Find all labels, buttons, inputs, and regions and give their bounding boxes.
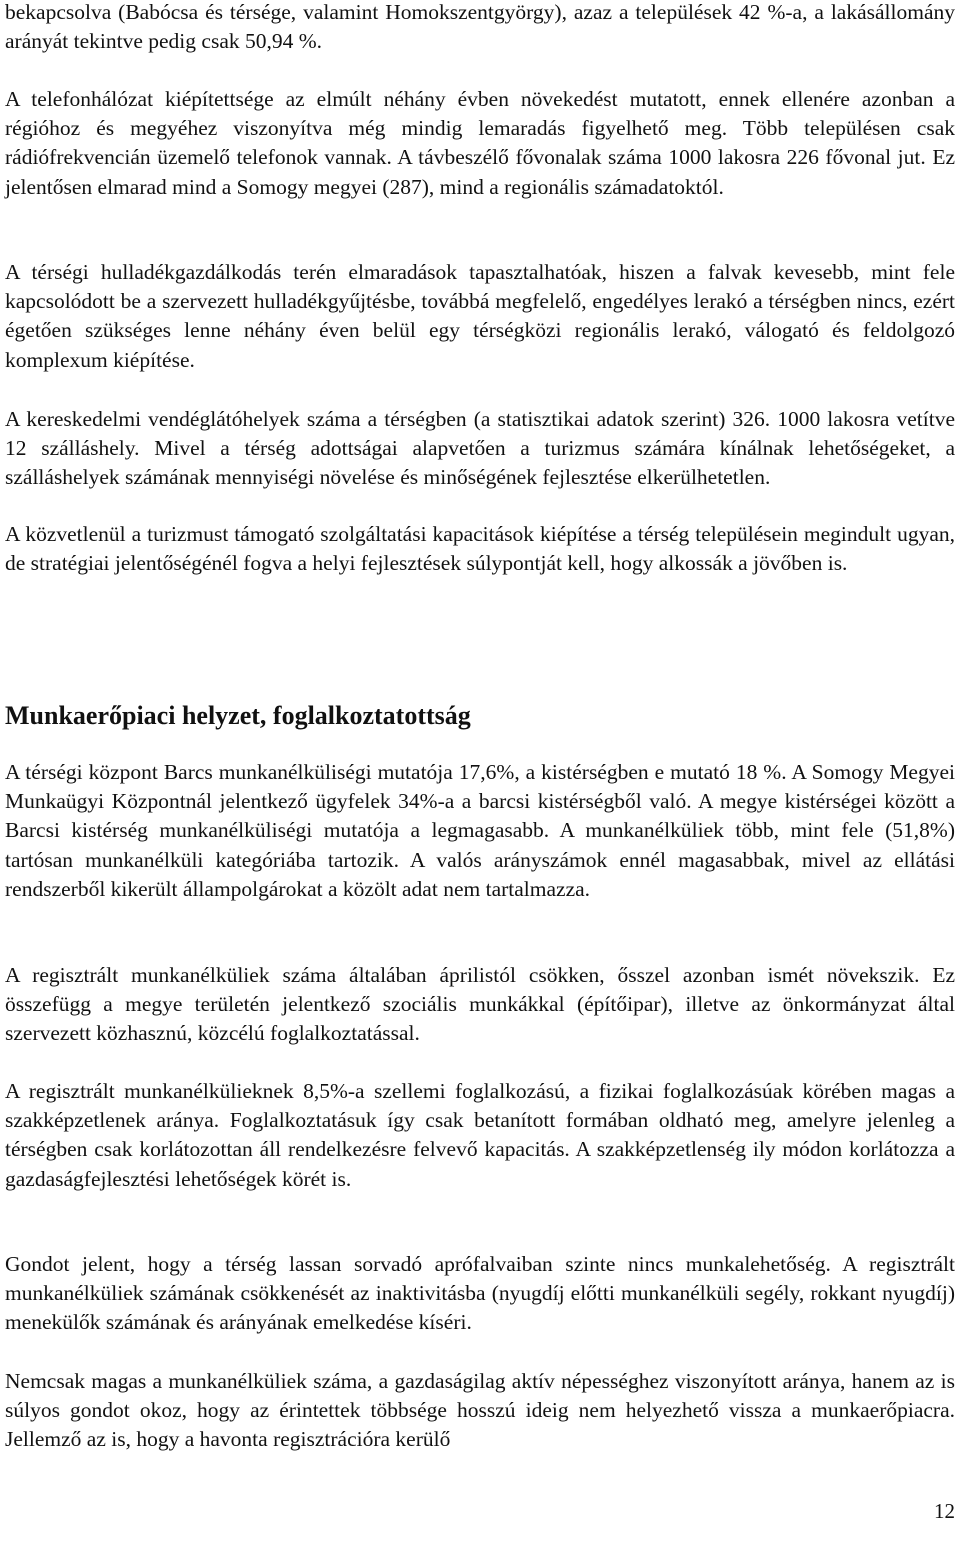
paragraph-unemployment-rate: A térségi központ Barcs munkanélküliségi mutatója 17,6%, a kistérségben e mutató 18 %. A Somogy Megyei Munkaügyi Központnál jelentkező ügyfelek 34%-a a barcsi kistérségből való. A megye kistérségei között a Barcsi kistérség munkanélküliségi mutatója a legmagasabb. A munkanélküliek több, mint fele (51,8%) tartósan munkanélküli kategóriába tartozik. A valós arányszámok ennél magasabbak, mivel az ellátási rendszerből kikerült állampolgárokat a közölt adat nem tartalmazza. xyxy=(5,760,955,901)
paragraph-telephone: A telefonhálózat kiépítettsége az elmúlt néhány évben növekedést mutatott, ennek ellenére azonban a régióhoz és megyéhez viszonyítva még mindig lemaradás figyelhető meg. Több településen csak rádiófrekvencián üzemelő telefonok vannak. A távbeszélő fővonalak száma 1000 lakosra 226 fővonal jut. Ez jelentősen elmarad mind a Somogy megyei (287), mind a regionális számadatoktól. xyxy=(5,87,955,199)
paragraph-tourism: A közvetlenül a turizmust támogató szolgáltatási kapacitások kiépítése a térség településein megindult ugyan, de stratégiai jelentőségénél fogva a helyi fejlesztések súlypontját kell, hogy alkossák a jövőben is. xyxy=(5,522,955,576)
paragraph-small-villages: Gondot jelent, hogy a térség lassan sorvadó aprófalvaiban szinte nincs munkalehetőség. A regisztrált munkanélküliek számának csökkenését az inaktivitásba (nyugdíj előtti munkanélküli segély, rokkant nyugdíj) menekülők számának és arányának emelkedése kíséri. xyxy=(5,1252,955,1335)
paragraph-qualification: A regisztrált munkanélkülieknek 8,5%-a szellemi foglalkozású, a fizikai foglalkozásúak körében magas a szakképzetlenek aránya. Foglalkoztatásuk így csak betanított formában oldható meg, amelyre jelenleg a térségben csak korlátozottan áll rendelkezésre felvevő kapacitás. A szakképzetlenség ily módon korlátozza a gazdaságfejlesztési lehetőségek körét is. xyxy=(5,1079,955,1191)
paragraph-waste: A térségi hulladékgazdálkodás terén elmaradások tapasztalhatóak, hiszen a falvak kevesebb, mint fele kapcsolódott be a szervezett hulladékgyűjtésbe, továbbá megfelelő, engedélyes lerakó a térségben nincs, ezért égetően szükséges lenne néhány éven belül egy térségközi regionális lerakó, válogató és feldolgozó komplexum kiépítése. xyxy=(5,260,955,372)
paragraph-sewage: bekapcsolva (Babócsa és térsége, valamint Homokszentgyörgy), azaz a települések 42 %-a, a lakásállomány arányát tekintve pedig csak 50,94 %. xyxy=(5,0,955,54)
paragraph-long-term: Nemcsak magas a munkanélküliek száma, a gazdaságilag aktív népességhez viszonyított aránya, hanem az is súlyos gondot okoz, hogy az érintettek többsége hosszú ideig nem helyezhető vissza a munkaerőpiacra. Jellemző az is, hogy a havonta regisztrációra kerülő xyxy=(5,1369,955,1452)
page-number: 12 xyxy=(934,1499,955,1523)
paragraph-accommodation: A kereskedelmi vendéglátóhelyek száma a térségben (a statisztikai adatok szerint) 326. 1000 lakosra vetítve 12 szálláshely. Mivel a térség adottságai alapvetően a turizmus számára kínálnak lehetőségeket, a szálláshelyek számának mennyiségi növelése és minőségének fejlesztése elkerülhetetlen. xyxy=(5,407,955,490)
paragraph-seasonal: A regisztrált munkanélküliek száma általában áprilistól csökken, ősszel azonban ismét növekszik. Ez összefügg a megye területén jelentkező szociális munkákkal (építőipar), illetve az önkormányzat által szervezett közhasznú, közcélú foglalkoztatással. xyxy=(5,963,955,1046)
section-heading: Munkaerőpiaci helyzet, foglalkoztatottság xyxy=(5,701,471,730)
